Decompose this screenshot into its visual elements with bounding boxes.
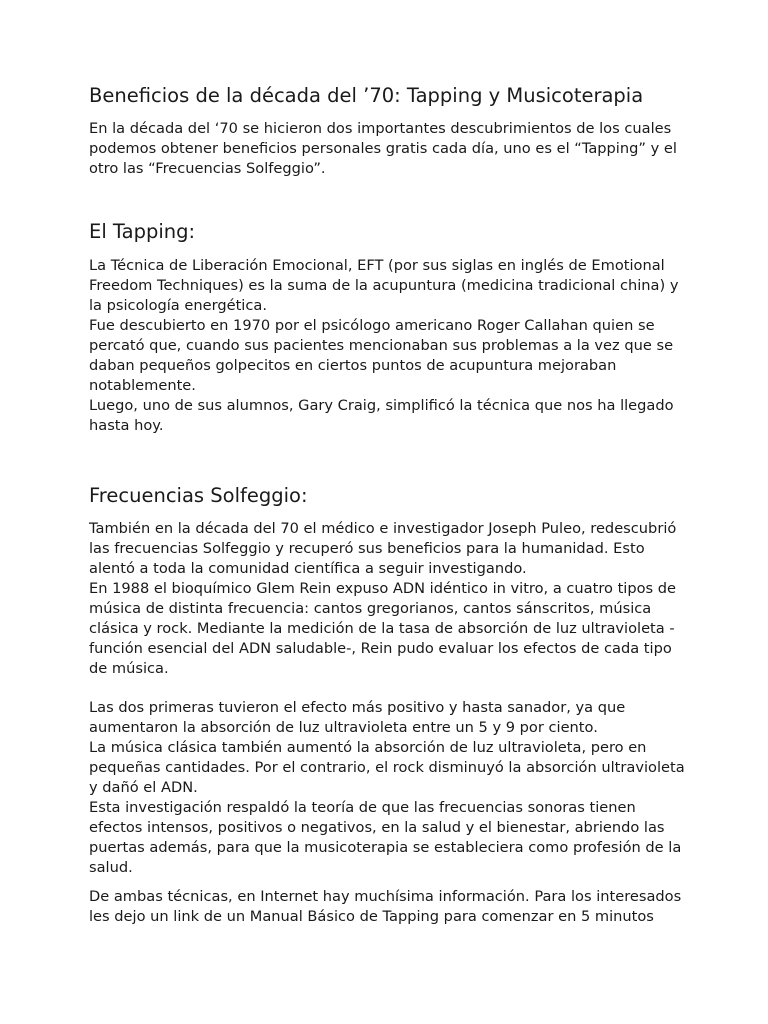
paragraph-line: aumentaron la absorción de luz ultravioleta entre un 5 y 9 por ciento. [89,719,598,736]
paragraph-line: Esta investigación respaldó la teoría de que las frecuencias sonoras tienen [89,799,636,816]
intro-paragraph [89,119,689,179]
section-heading-tapping: El Tapping: [89,220,196,243]
solfeggio-paragraph-2 [89,698,689,878]
paragraph-line: notablemente. [89,377,196,394]
paragraph-line: En la década del ‘70 se hicieron dos importantes descubrimientos de los cuales [89,120,672,137]
paragraph-line: clásica y rock. Mediante la medición de la tasa de absorción de luz ultravioleta - [89,620,675,637]
paragraph-line: salud. [89,859,133,876]
paragraph-line: daban pequeños golpecitos en ciertos puntos de acupuntura mejoraban [89,357,617,374]
solfeggio-paragraph-1 [89,519,689,679]
paragraph-line: La música clásica también aumentó la absorción de luz ultravioleta, pero en [89,739,647,756]
paragraph-line: efectos intensos, positivos o negativos, en la salud y el bienestar, abriendo las [89,819,665,836]
paragraph-line: De ambas técnicas, en Internet hay muchísima información. Para los interesados [89,888,682,905]
tapping-paragraph [89,256,689,436]
paragraph-line: hasta hoy. [89,417,164,434]
paragraph-line: Luego, uno de sus alumnos, Gary Craig, simplificó la técnica que nos ha llegado [89,397,674,414]
paragraph-line: La Técnica de Liberación Emocional, EFT (por sus siglas en inglés de Emotional [89,257,665,274]
paragraph-line: También en la década del 70 el médico e investigador Joseph Puleo, redescubrió [89,520,677,537]
paragraph-line: alentó a toda la comunidad científica a seguir investigando. [89,560,527,577]
paragraph-line: pequeñas cantidades. Por el contrario, el rock disminuyó la absorción ultravioleta [89,759,685,776]
paragraph-line: les dejo un link de un Manual Básico de Tapping para comenzar en 5 minutos [89,908,654,925]
closing-paragraph [89,887,689,927]
paragraph-line: En 1988 el bioquímico Glem Rein expuso ADN idéntico in vitro, a cuatro tipos de [89,580,677,597]
document-title: Beneficios de la década del ’70: Tapping y Musicoterapia [89,84,644,107]
paragraph-line: y dañó el ADN. [89,779,198,796]
paragraph-line: las frecuencias Solfeggio y recuperó sus beneficios para la humanidad. Esto [89,540,645,557]
paragraph-line: la psicología energética. [89,297,267,314]
paragraph-line: Freedom Techniques) es la suma de la acupuntura (medicina tradicional china) y [89,277,679,294]
section-heading-solfeggio: Frecuencias Solfeggio: [89,484,308,507]
paragraph-line: Fue descubierto en 1970 por el psicólogo americano Roger Callahan quien se [89,317,655,334]
paragraph-line: podemos obtener beneficios personales gratis cada día, uno es el “Tapping” y el [89,140,677,157]
paragraph-line: música de distinta frecuencia: cantos gregorianos, cantos sánscritos, música [89,600,652,617]
paragraph-line: puertas además, para que la musicoterapia se estableciera como profesión de la [89,839,682,856]
paragraph-line: función esencial del ADN saludable-, Rein pudo evaluar los efectos de cada tipo [89,640,672,657]
paragraph-line: Las dos primeras tuvieron el efecto más positivo y hasta sanador, ya que [89,699,626,716]
paragraph-line: otro las “Frecuencias Solfeggio”. [89,160,326,177]
paragraph-line: percató que, cuando sus pacientes mencionaban sus problemas a la vez que se [89,337,674,354]
paragraph-line: de música. [89,660,169,677]
